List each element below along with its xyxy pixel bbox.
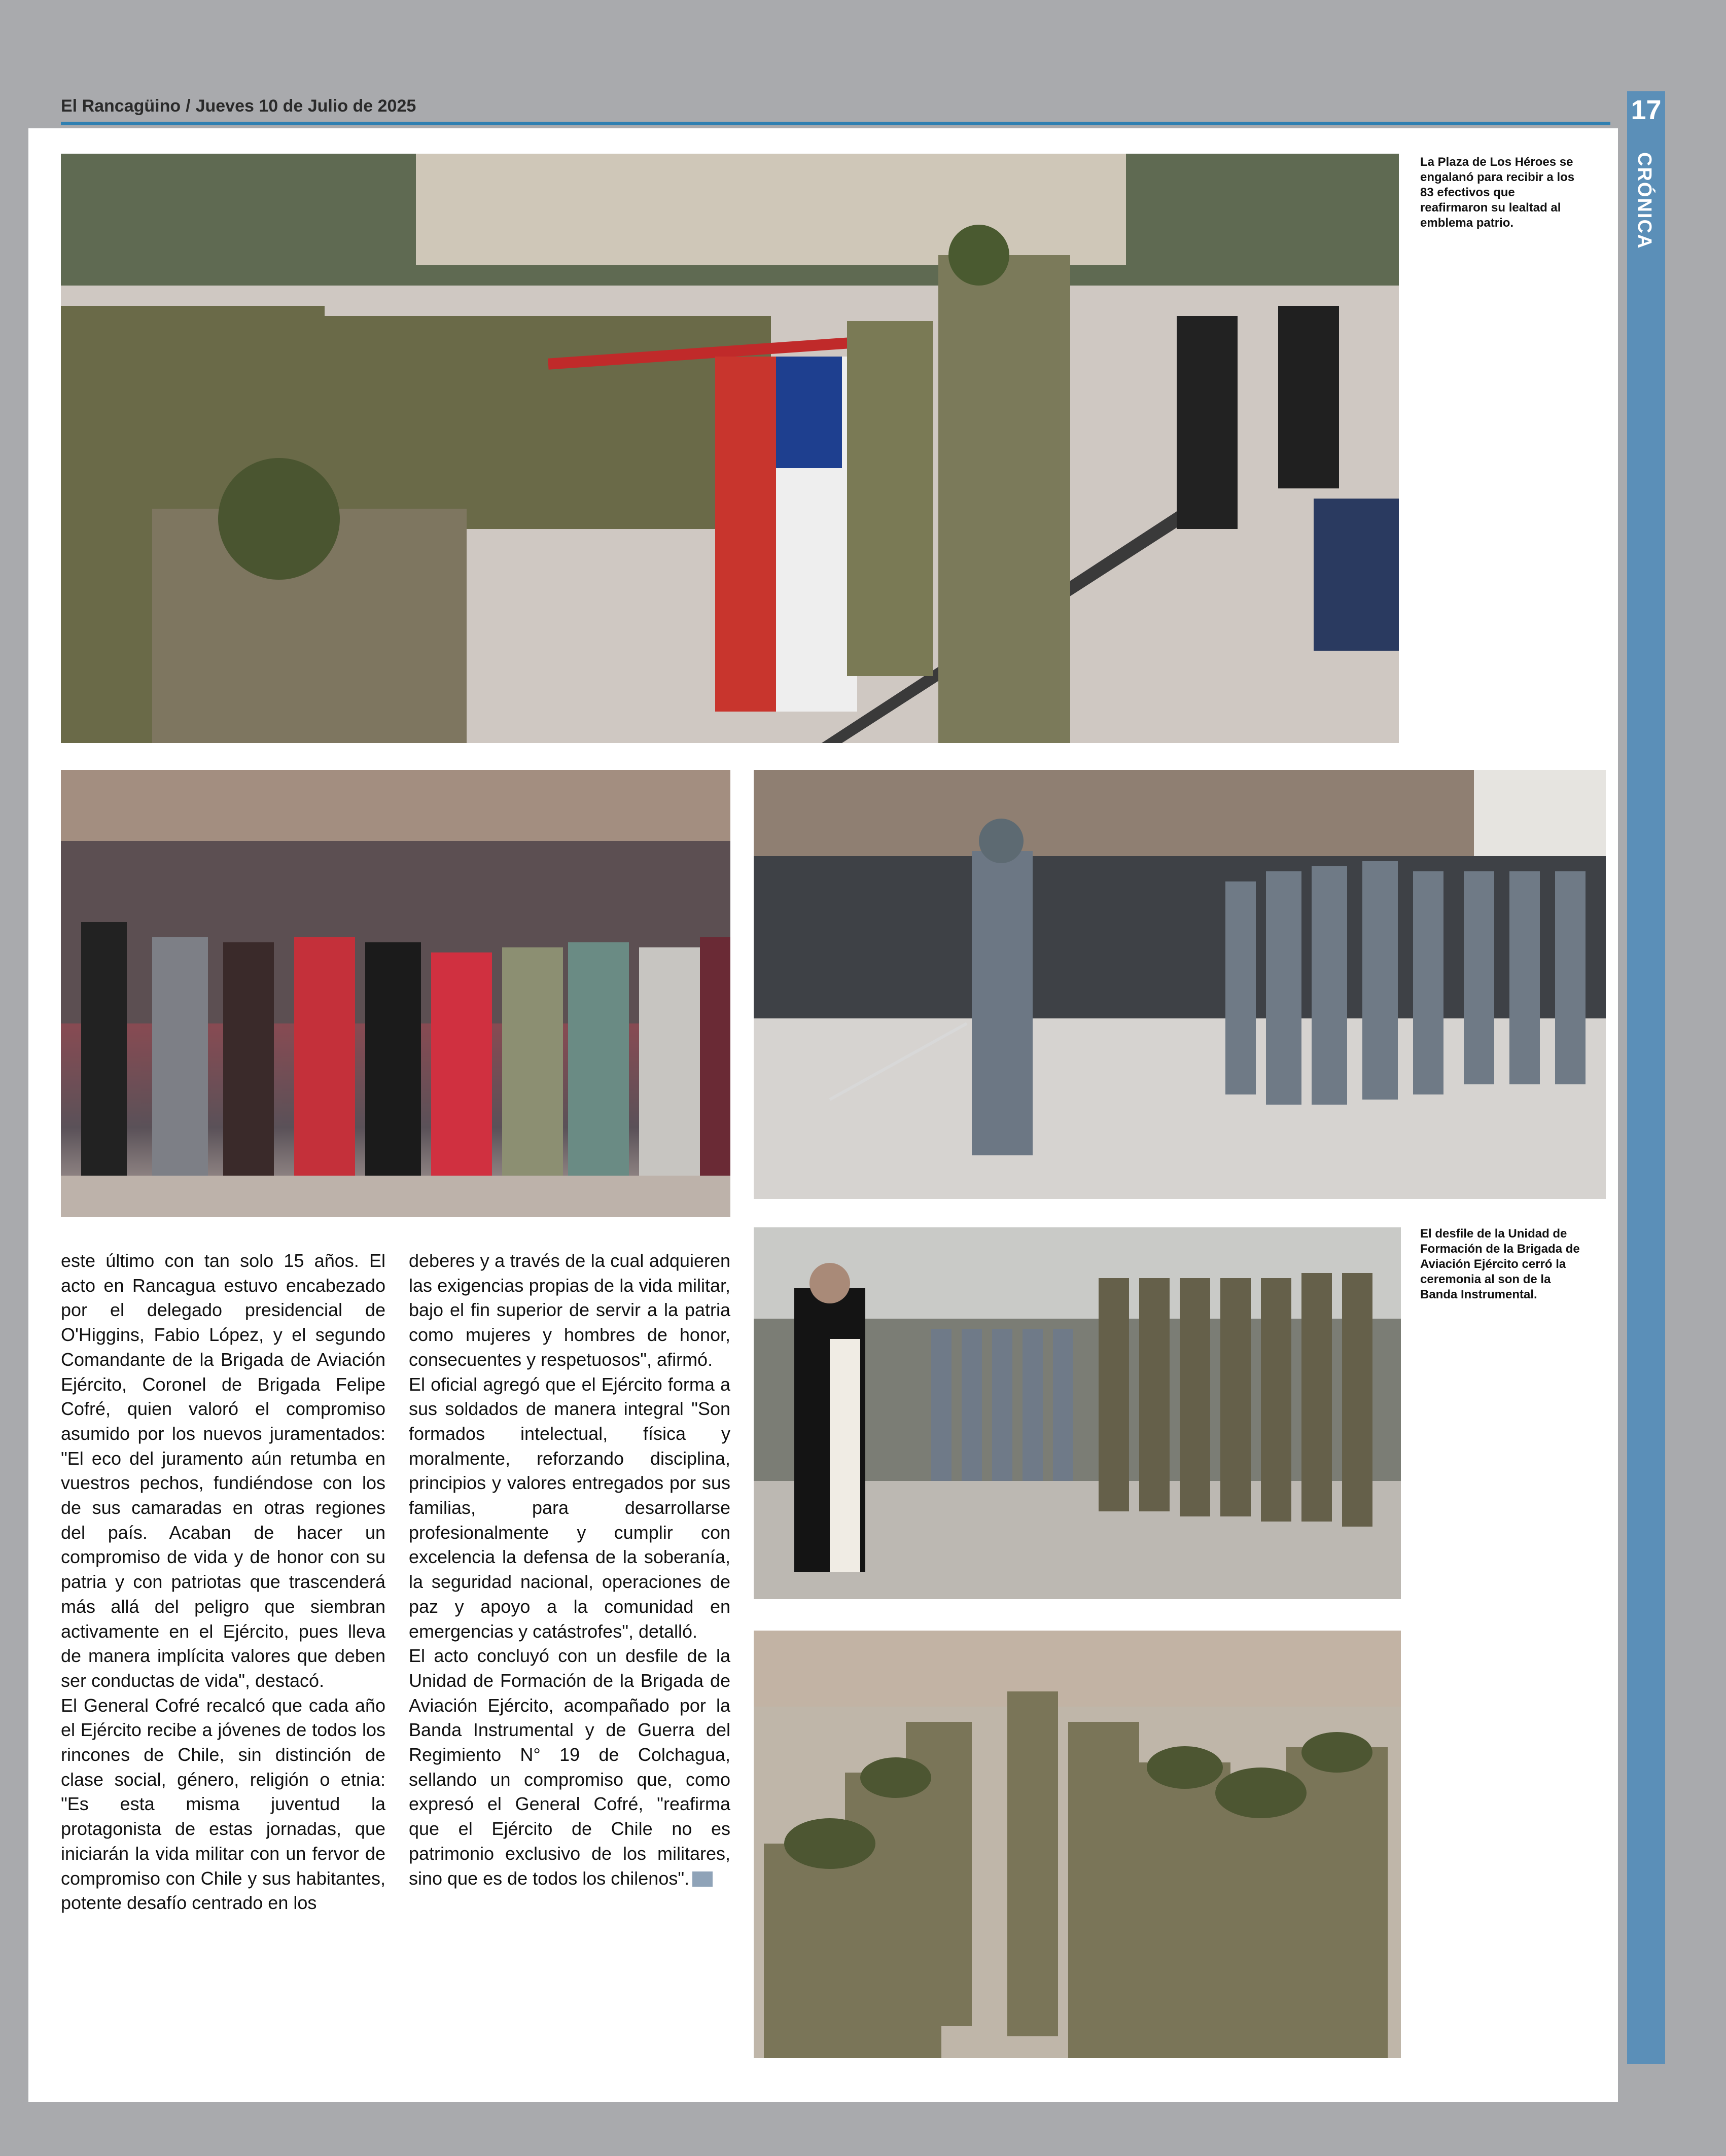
article-column-1: [61, 1249, 385, 1916]
header-rule: [61, 122, 1610, 125]
photo-march-sabre: [754, 770, 1606, 1199]
publication-name: El Rancagüino: [61, 96, 181, 116]
section-sidebar: [1627, 91, 1665, 2064]
photo-blessing: [754, 1227, 1401, 1599]
photo-flag-oath: [61, 154, 1399, 743]
photo-flag-oath-scene: [61, 154, 1399, 743]
article-paragraph: El General Cofré recalcó que cada año el Ejército recibe a jóvenes de todos los rincones de Chile, sin distinción de clase social, género, religión o etnia: "Es esta misma juventud la protagonista de estas jornadas, que iniciarán la vida militar con un fervor de compromiso con Chile y sus habitantes, potente desafío centrado en los: [61, 1694, 385, 1914]
article-column-2: [409, 1249, 730, 1891]
article-paragraph: este último con tan solo 15 años. El acto en Rancagua estuvo encabezado por el delegado presidencial de O'Higgins, Fabio López, y el segundo Comandante de la Brigada de Aviación Ejército, Coronel de Brigada Felipe Cofré, quien valoró el compromiso asumido por los nuevos juramentados: "El eco del juramento aún retumba en vuestros pechos, fundiéndose con los de sus camaradas en otras regiones del país. Acaban de hacer un compromiso de vida y de honor con su patria y con patriotas que trascenderá más allá del peligro que siembran activamente en el Ejército, pues lleva de manera implícita valores que deben ser conductas de vida", destacó.: [61, 1250, 385, 1691]
photo-ranks: [754, 1631, 1401, 2058]
masthead-separator: /: [186, 96, 191, 116]
article-paragraph-last: [409, 1644, 730, 1891]
article-paragraph-text: El acto concluyó con un desfile de la Unidad de Formación de la Brigada de Aviación Ejército, acompañado por la Banda Instrumental y de Guerra del Regimiento N° 19 de Colchagua, sellando un compromiso que, como expresó el General Cofré, "reafirma que el Ejército de Chile no es patrimonio exclusivo de los militares, sino que es de todos los chilenos".: [409, 1645, 730, 1889]
caption-middle: El desfile de la Unidad de Formación de la Brigada de Aviación Ejército cerró la ceremonia al son de la Banda Instrumental.: [1420, 1227, 1580, 1301]
end-mark-icon: [692, 1871, 713, 1887]
article-paragraph: El oficial agregó que el Ejército forma a sus soldados de manera integral "Son formados intelectual, física y moralmente, reforzando disciplina, principios y valores entregados por sus familias, para desarrollarse profesionalmente y cumplir con excelencia la defensa de la soberanía, la seguridad nacional, operaciones de paz y apoyo a la comunidad en emergencias y catástrofes", detalló.: [409, 1373, 730, 1642]
page-number: 17: [1631, 95, 1662, 125]
photo-crowd: [61, 770, 730, 1217]
publication-date: Jueves 10 de Julio de 2025: [195, 96, 416, 116]
photo-march-sabre-scene: [754, 770, 1606, 1199]
section-label: CRÓNICA: [1634, 152, 1655, 250]
photo-crowd-scene: [61, 770, 730, 1217]
photo-ranks-scene: [754, 1631, 1401, 2058]
article-paragraph: deberes y a través de la cual adquieren las exigencias propias de la vida militar, bajo el fin superior de servir a la patria como mujeres y hombres de honor, consecuentes y respetuosos", afirmó.: [409, 1250, 730, 1370]
caption-top: La Plaza de Los Héroes se engalanó para recibir a los 83 efectivos que reafirmaron su lealtad al emblema patrio.: [1420, 155, 1575, 230]
masthead: [61, 96, 416, 116]
photo-blessing-scene: [754, 1227, 1401, 1599]
